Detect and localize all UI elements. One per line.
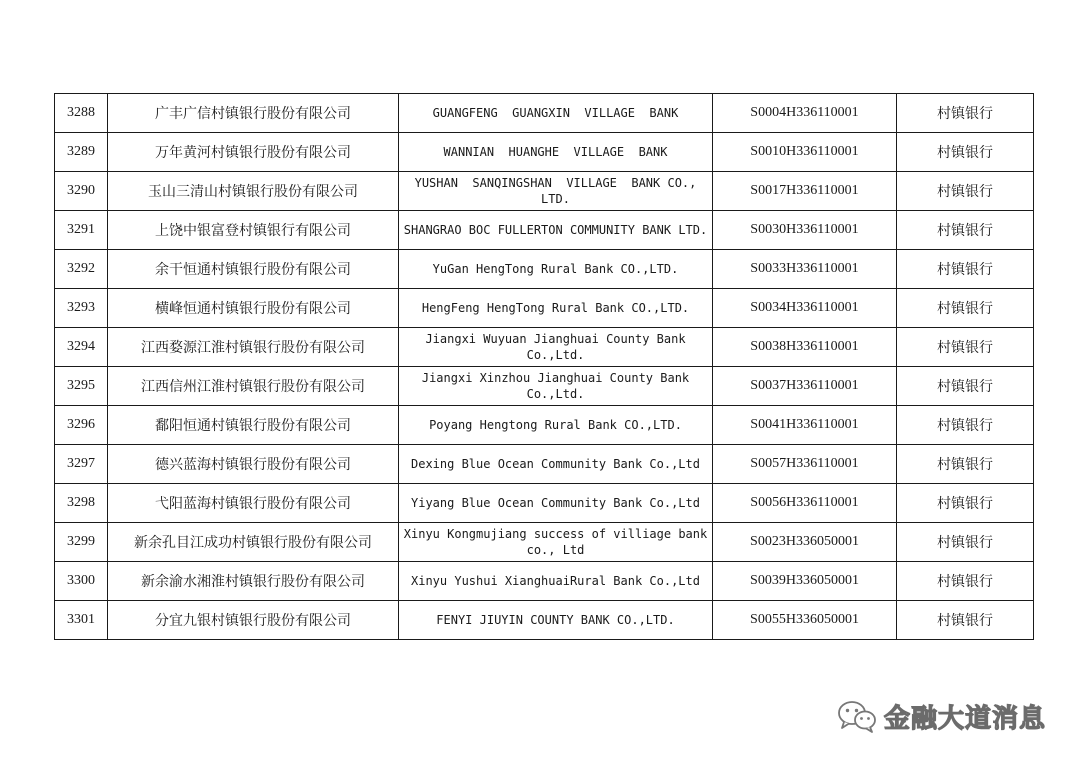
- row-number: 3290: [55, 172, 108, 211]
- bank-registry-table: [54, 93, 1034, 640]
- english-name-cell: Xinyu Kongmujiang success of villiage bank co., Ltd: [399, 523, 713, 562]
- english-name-cell: Jiangxi Xinzhou Jianghuai County Bank Co.,Ltd.: [399, 367, 713, 406]
- table-row: [55, 94, 1034, 133]
- chinese-name-cell: 弋阳蓝海村镇银行股份有限公司: [108, 484, 399, 523]
- table-row: [55, 406, 1034, 445]
- license-code-cell: S0056H336110001: [713, 484, 897, 523]
- table-row: [55, 172, 1034, 211]
- row-number: 3300: [55, 562, 108, 601]
- license-code-cell: S0023H336050001: [713, 523, 897, 562]
- license-code-cell: S0041H336110001: [713, 406, 897, 445]
- watermark: [836, 696, 1046, 736]
- institution-type-cell: 村镇银行: [897, 562, 1034, 601]
- license-code-cell: S0033H336110001: [713, 250, 897, 289]
- chinese-name-cell: 广丰广信村镇银行股份有限公司: [108, 94, 399, 133]
- chinese-name-cell: 余干恒通村镇银行股份有限公司: [108, 250, 399, 289]
- row-number: 3297: [55, 445, 108, 484]
- chinese-name-cell: 万年黄河村镇银行股份有限公司: [108, 133, 399, 172]
- table-row: [55, 250, 1034, 289]
- license-code-cell: S0010H336110001: [713, 133, 897, 172]
- table-row: [55, 133, 1034, 172]
- institution-type-cell: 村镇银行: [897, 406, 1034, 445]
- table-row: [55, 562, 1034, 601]
- table-row: [55, 484, 1034, 523]
- english-name-cell: YUSHAN SANQINGSHAN VILLAGE BANK CO., LTD.: [399, 172, 713, 211]
- license-code-cell: S0034H336110001: [713, 289, 897, 328]
- license-code-cell: S0004H336110001: [713, 94, 897, 133]
- chinese-name-cell: 新余渝水湘淮村镇银行股份有限公司: [108, 562, 399, 601]
- institution-type-cell: 村镇银行: [897, 367, 1034, 406]
- chinese-name-cell: 江西婺源江淮村镇银行股份有限公司: [108, 328, 399, 367]
- english-name-cell: Poyang Hengtong Rural Bank CO.,LTD.: [399, 406, 713, 445]
- institution-type-cell: 村镇银行: [897, 523, 1034, 562]
- row-number: 3296: [55, 406, 108, 445]
- chinese-name-cell: 德兴蓝海村镇银行股份有限公司: [108, 445, 399, 484]
- license-code-cell: S0037H336110001: [713, 367, 897, 406]
- institution-type-cell: 村镇银行: [897, 445, 1034, 484]
- row-number: 3288: [55, 94, 108, 133]
- chinese-name-cell: 新余孔目江成功村镇银行股份有限公司: [108, 523, 399, 562]
- wechat-icon: [836, 698, 878, 734]
- row-number: 3292: [55, 250, 108, 289]
- institution-type-cell: 村镇银行: [897, 211, 1034, 250]
- chinese-name-cell: 玉山三清山村镇银行股份有限公司: [108, 172, 399, 211]
- institution-type-cell: 村镇银行: [897, 328, 1034, 367]
- license-code-cell: S0017H336110001: [713, 172, 897, 211]
- institution-type-cell: 村镇银行: [897, 484, 1034, 523]
- table-row: [55, 601, 1034, 640]
- institution-type-cell: 村镇银行: [897, 133, 1034, 172]
- row-number: 3294: [55, 328, 108, 367]
- english-name-cell: Jiangxi Wuyuan Jianghuai County Bank Co.,Ltd.: [399, 328, 713, 367]
- row-number: 3289: [55, 133, 108, 172]
- english-name-cell: YuGan HengTong Rural Bank CO.,LTD.: [399, 250, 713, 289]
- institution-type-cell: 村镇银行: [897, 172, 1034, 211]
- license-code-cell: S0030H336110001: [713, 211, 897, 250]
- english-name-cell: Yiyang Blue Ocean Community Bank Co.,Ltd: [399, 484, 713, 523]
- row-number: 3299: [55, 523, 108, 562]
- table-row: [55, 211, 1034, 250]
- english-name-cell: FENYI JIUYIN COUNTY BANK CO.,LTD.: [399, 601, 713, 640]
- row-number: 3298: [55, 484, 108, 523]
- institution-type-cell: 村镇银行: [897, 601, 1034, 640]
- watermark-text: 金融大道消息: [884, 703, 1047, 734]
- table-row: [55, 289, 1034, 328]
- license-code-cell: S0057H336110001: [713, 445, 897, 484]
- row-number: 3293: [55, 289, 108, 328]
- chinese-name-cell: 分宜九银村镇银行股份有限公司: [108, 601, 399, 640]
- chinese-name-cell: 鄱阳恒通村镇银行股份有限公司: [108, 406, 399, 445]
- license-code-cell: S0038H336110001: [713, 328, 897, 367]
- institution-type-cell: 村镇银行: [897, 250, 1034, 289]
- table-row: [55, 445, 1034, 484]
- english-name-cell: Xinyu Yushui XianghuaiRural Bank Co.,Ltd: [399, 562, 713, 601]
- english-name-cell: SHANGRAO BOC FULLERTON COMMUNITY BANK LTD.: [399, 211, 713, 250]
- row-number: 3291: [55, 211, 108, 250]
- chinese-name-cell: 横峰恒通村镇银行股份有限公司: [108, 289, 399, 328]
- license-code-cell: S0055H336050001: [713, 601, 897, 640]
- chinese-name-cell: 江西信州江淮村镇银行股份有限公司: [108, 367, 399, 406]
- row-number: 3301: [55, 601, 108, 640]
- license-code-cell: S0039H336050001: [713, 562, 897, 601]
- table-row: [55, 367, 1034, 406]
- table-row: [55, 523, 1034, 562]
- table-row: [55, 328, 1034, 367]
- english-name-cell: Dexing Blue Ocean Community Bank Co.,Ltd: [399, 445, 713, 484]
- chinese-name-cell: 上饶中银富登村镇银行有限公司: [108, 211, 399, 250]
- english-name-cell: HengFeng HengTong Rural Bank CO.,LTD.: [399, 289, 713, 328]
- row-number: 3295: [55, 367, 108, 406]
- institution-type-cell: 村镇银行: [897, 289, 1034, 328]
- english-name-cell: GUANGFENG GUANGXIN VILLAGE BANK: [399, 94, 713, 133]
- english-name-cell: WANNIAN HUANGHE VILLAGE BANK: [399, 133, 713, 172]
- institution-type-cell: 村镇银行: [897, 94, 1034, 133]
